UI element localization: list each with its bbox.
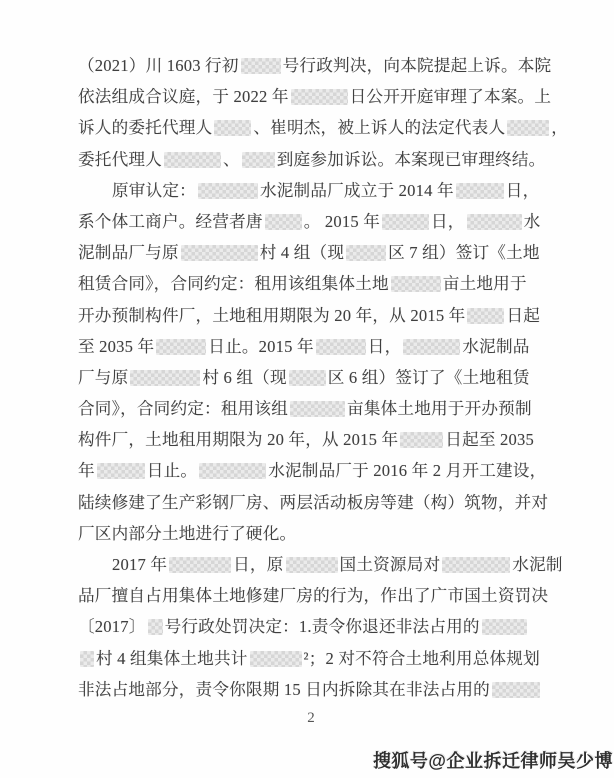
redacted-text <box>467 308 504 324</box>
redacted-text <box>181 245 258 261</box>
redacted-text <box>214 120 251 136</box>
document-line <box>78 549 563 580</box>
text-segment: 依法组成合议庭，于 2022 年 <box>78 87 289 107</box>
text-segment: 日， <box>431 211 465 231</box>
text-segment: 水泥制品厂于 2016 年 2 月开工建设， <box>268 461 547 481</box>
text-segment: 村 4 组（现 <box>259 243 345 263</box>
redacted-text <box>291 89 348 105</box>
text-segment: 日， <box>505 180 540 200</box>
text-segment: 合同》，合同约定：租用该组 <box>78 399 289 419</box>
redacted-text <box>164 152 221 168</box>
text-segment: 村 4 组集体土地共计 <box>96 648 248 668</box>
redacted-text <box>400 432 443 448</box>
document-line <box>78 611 550 642</box>
text-segment: 水泥制品 <box>462 336 530 356</box>
text-segment: 至 2035 年 <box>78 336 155 356</box>
text-segment: （2021）川 1603 行初 <box>78 56 239 75</box>
document-line <box>78 362 550 393</box>
page-number: 2 <box>307 710 315 726</box>
document-line <box>78 518 550 549</box>
redacted-text <box>442 557 510 573</box>
text-segment: 日， <box>367 336 402 356</box>
redacted-text <box>492 682 540 698</box>
text-segment: 日起 <box>506 305 541 325</box>
redacted-text <box>97 463 145 479</box>
text-segment: 日，原 <box>233 555 284 574</box>
redacted-text <box>391 276 441 292</box>
document-line <box>78 300 550 331</box>
text-segment: 水泥制品厂成立于 2014 年 <box>259 180 454 200</box>
redacted-text <box>289 370 326 386</box>
text-segment: 水泥制 <box>512 555 563 574</box>
text-segment: 日止。 <box>146 461 198 481</box>
redacted-text <box>250 651 302 667</box>
text-segment: 年 <box>78 461 95 481</box>
redacted-text <box>198 183 258 199</box>
text-segment: 亩土地用于 <box>442 274 527 294</box>
text-segment: 水 <box>523 211 541 231</box>
text-segment: 日起至 2035 <box>445 430 534 450</box>
redacted-text <box>169 557 231 573</box>
text-segment: 国土资源局对 <box>339 555 441 574</box>
text-segment: 开办预制构件厂，土地租用期限为 20 年，从 2015 年 <box>78 305 466 325</box>
document-line <box>78 175 550 206</box>
text-segment: 非法占地部分，责令你限期 15 日内拆除其在非法占用的 <box>78 679 490 699</box>
redacted-text <box>286 557 338 573</box>
text-segment: ， <box>551 118 569 138</box>
redacted-text <box>467 214 522 230</box>
text-segment: 品厂擅自占用集体土地修建厂房的行为，作出了广市国土资罚决 <box>78 586 549 606</box>
document-line <box>78 580 550 611</box>
redacted-text <box>242 152 275 168</box>
text-segment: 号行政判决，向本院提起上诉。本院 <box>282 56 552 75</box>
document-line <box>78 144 550 175</box>
redacted-text <box>316 339 366 355</box>
document-line <box>78 112 569 143</box>
redacted-text <box>346 245 386 261</box>
redacted-text <box>199 463 266 479</box>
document-line <box>78 487 550 518</box>
document-line <box>78 674 550 705</box>
document-line <box>78 50 550 81</box>
text-segment: 诉人的委托代理人 <box>78 118 213 138</box>
text-segment: 区 7 组）签订《土地 <box>388 243 540 263</box>
document-line <box>78 237 550 268</box>
redacted-text <box>482 619 527 635</box>
text-segment: 泥制品厂与原 <box>78 243 179 263</box>
text-segment: 租赁合同》，合同约定：租用该组集体土地 <box>78 274 389 294</box>
text-segment: 亩集体土地用于开办预制 <box>347 399 532 419</box>
text-segment: 日公开开庭审理了本案。上 <box>349 87 552 107</box>
text-segment: 2017 年 <box>112 555 168 574</box>
redacted-text <box>403 339 460 355</box>
document-line <box>78 81 550 112</box>
text-segment: ²；2 对不符合土地利用总体规划 <box>303 648 540 668</box>
text-segment: 日止。2015 年 <box>208 336 314 356</box>
text-segment: 到庭参加诉讼。本案现已审理终结。 <box>276 149 546 169</box>
redacted-text <box>156 339 206 355</box>
text-segment: 系个体工商户。经营者唐 <box>78 211 263 231</box>
redacted-text <box>80 651 94 667</box>
redacted-text <box>290 401 345 417</box>
document-line <box>78 393 550 424</box>
text-segment: 〔2017〕 <box>78 617 146 637</box>
redacted-text <box>265 214 302 230</box>
watermark: 搜狐号@企业拆迁律师吴少博 <box>372 751 613 771</box>
document-line <box>78 424 550 455</box>
redacted-text <box>241 58 281 74</box>
document-line <box>78 643 550 674</box>
document-body <box>78 50 569 705</box>
document-line <box>78 268 550 299</box>
redacted-text <box>507 120 549 136</box>
redacted-text <box>130 370 200 386</box>
text-segment: 、 <box>222 149 240 169</box>
text-segment: 区 6 组）签订了《土地租赁 <box>327 367 530 387</box>
document-line <box>78 331 550 362</box>
text-segment: 厂区内部分土地进行了硬化。 <box>78 523 297 543</box>
redacted-text <box>456 183 504 199</box>
text-segment: 构件厂，土地租用期限为 20 年，从 2015 年 <box>78 430 399 450</box>
text-segment: 原审认定： <box>112 180 196 200</box>
text-segment: 、崔明杰，被上诉人的法定代表人 <box>253 118 506 138</box>
text-segment: 号行政处罚决定：1.责令你退还非法占用的 <box>164 617 480 637</box>
text-segment: 委托代理人 <box>78 149 162 169</box>
document-line <box>78 455 550 486</box>
text-segment: 厂与原 <box>78 367 129 387</box>
redacted-text <box>148 619 163 635</box>
document-line <box>78 206 550 237</box>
text-segment: 。 2015 年 <box>303 211 381 231</box>
text-segment: 村 6 组（现 <box>202 367 287 387</box>
text-segment: 陆续修建了生产彩钢厂房、两层活动板房等建（构）筑物，并对 <box>78 492 549 512</box>
redacted-text <box>382 214 429 230</box>
